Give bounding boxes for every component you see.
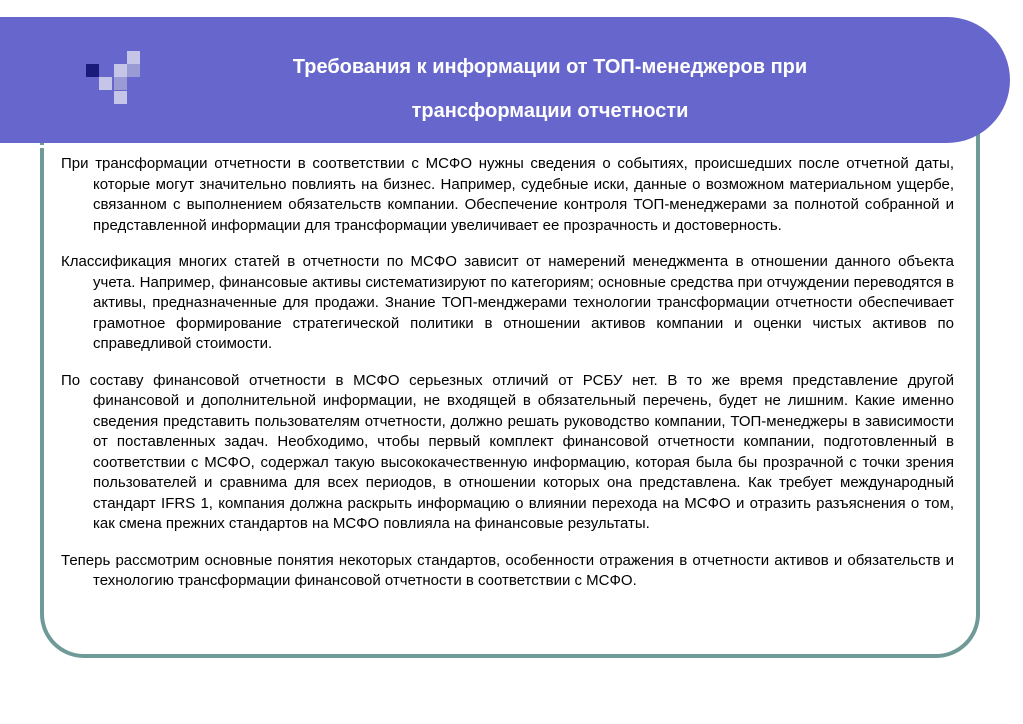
paragraph-3: По составу финансовой отчетности в МСФО серьезных отличий от РСБУ нет. В то же время представление другой финансовой и дополнительной информации, не входящей в обязательный перечень, будет не лишним. Какие именно сведения представить пользователям отчетности, должно решать руководство компании, ТОП-менеджеры в зависимости от поставленных задач. Необходимо, чтобы первый комплект финансовой отчетности компании, подготовленный в соответствии с МСФО, содержал такую высококачественную информацию, которая была бы прозрачной с точки зрения пользователей и сравнима для всех периодов, в отношении которых она представлена. Как требует международный стандарт IFRS 1, компания должна раскрыть информацию о влиянии перехода на МСФО и отразить разъяснения о том, как смена прежних стандартов на МСФО повлияла на финансовые результаты. — [61, 371, 954, 532]
body-text — [61, 154, 954, 608]
paragraph-1: При трансформации отчетности в соответствии с МСФО нужны сведения о событиях, происшедших после отчетной даты, которые могут значительно повлиять на бизнес. Например, судебные иски, данные о возможном материальном ущербе, связанном с выполнением обязательств компании. Обеспечение контроля ТОП-менеджерами за полнотой собранной и представленной информации для трансформации увеличивает ее прозрачность и достоверность. — [61, 155, 954, 234]
banner-divider — [0, 145, 904, 148]
paragraph-4: Теперь рассмотрим основные понятия некоторых стандартов, особенности отражения в отчетности активов и обязательств и технологию трансформации финансовой отчетности в соответствии с МСФО. — [61, 551, 954, 589]
squares-logo-icon — [86, 51, 140, 105]
page-title — [200, 45, 900, 133]
title-line-1: Требования к информации от ТОП-менеджеров при — [292, 56, 808, 78]
title-banner — [0, 17, 1010, 143]
paragraph-2: Классификация многих статей в отчетности по МСФО зависит от намерений менеджмента в отношении данного объекта учета. Например, финансовые активы систематизируют по категориям; основные средства при отчуждении переводятся в активы, предназначенные для продажи. Знание ТОП-менджерами технологии трансформации отчетности обеспечивает грамотное формирование стратегической политики в отношении активов компании и оценки чистых активов по справедливой стоимости. — [61, 253, 954, 352]
title-line-2: трансформации отчетности — [411, 100, 689, 122]
